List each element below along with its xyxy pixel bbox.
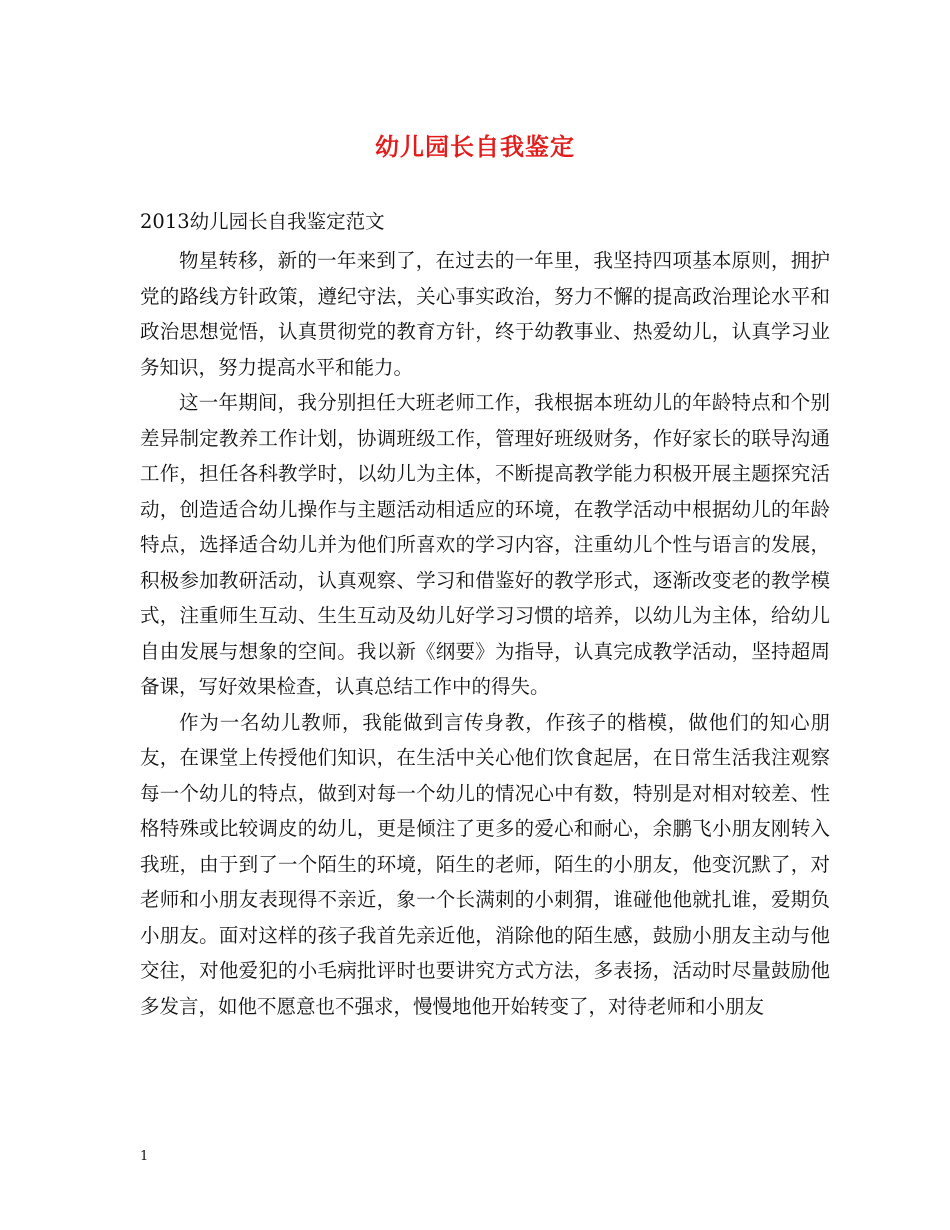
document-body (140, 243, 830, 1024)
paragraph: 物星转移，新的一年来到了，在过去的一年里，我坚持四项基本原则，拥护党的路线方针政策，遵纪守法，关心事实政治，努力不懈的提高政治理论水平和政治思想觉悟，认真贯彻党的教育方针，终于幼教事业、热爱幼儿，认真学习业务知识，努力提高水平和能力。 (140, 249, 830, 379)
page-number: 1 (140, 1149, 149, 1164)
document-title: 幼儿园长自我鉴定 (375, 132, 575, 161)
document-subtitle: 2013幼儿园长自我鉴定范文 (140, 210, 385, 233)
paragraph: 这一年期间，我分别担任大班老师工作，我根据本班幼儿的年龄特点和个别差异制定教养工作计划，协调班级工作，管理好班级财务，作好家长的联导沟通工作，担任各科教学时，以幼儿为主体，不断提高教学能力积极开展主题探究活动，创造适合幼儿操作与主题活动相适应的环境，在教学活动中根据幼儿的年龄特点，选择适合幼儿并为他们所喜欢的学习内容，注重幼儿个性与语言的发展，积极参加教研活动，认真观察、学习和借鉴好的教学形式，逐渐改变老的教学模式，注重师生互动、生生互动及幼儿好学习习惯的培养，以幼儿为主体，给幼儿自由发展与想象的空间。我以新《纲要》为指导，认真完成教学活动，坚持超周备课，写好效果检查，认真总结工作中的得失。 (140, 391, 830, 698)
paragraph: 作为一名幼儿教师，我能做到言传身教，作孩子的楷模，做他们的知心朋友，在课堂上传授他们知识，在生活中关心他们饮食起居，在日常生活我注观察每一个幼儿的特点，做到对每一个幼儿的情况心中有数，特别是对相对较差、性格特殊或比较调皮的幼儿，更是倾注了更多的爱心和耐心，余鹏飞小朋友刚转入我班，由于到了一个陌生的环境，陌生的老师，陌生的小朋友，他变沉默了，对老师和小朋友表现得不亲近，象一个长满刺的小刺猬，谁碰他他就扎谁，爱期负小朋友。面对这样的孩子我首先亲近他，消除他的陌生感，鼓励小朋友主动与他交往，对他爱犯的小毛病批评时也要讲究方式方法，多表扬，活动时尽量鼓励他多发言，如他不愿意也不强求，慢慢地他开始转变了，对待老师和小朋友 (140, 710, 830, 1018)
